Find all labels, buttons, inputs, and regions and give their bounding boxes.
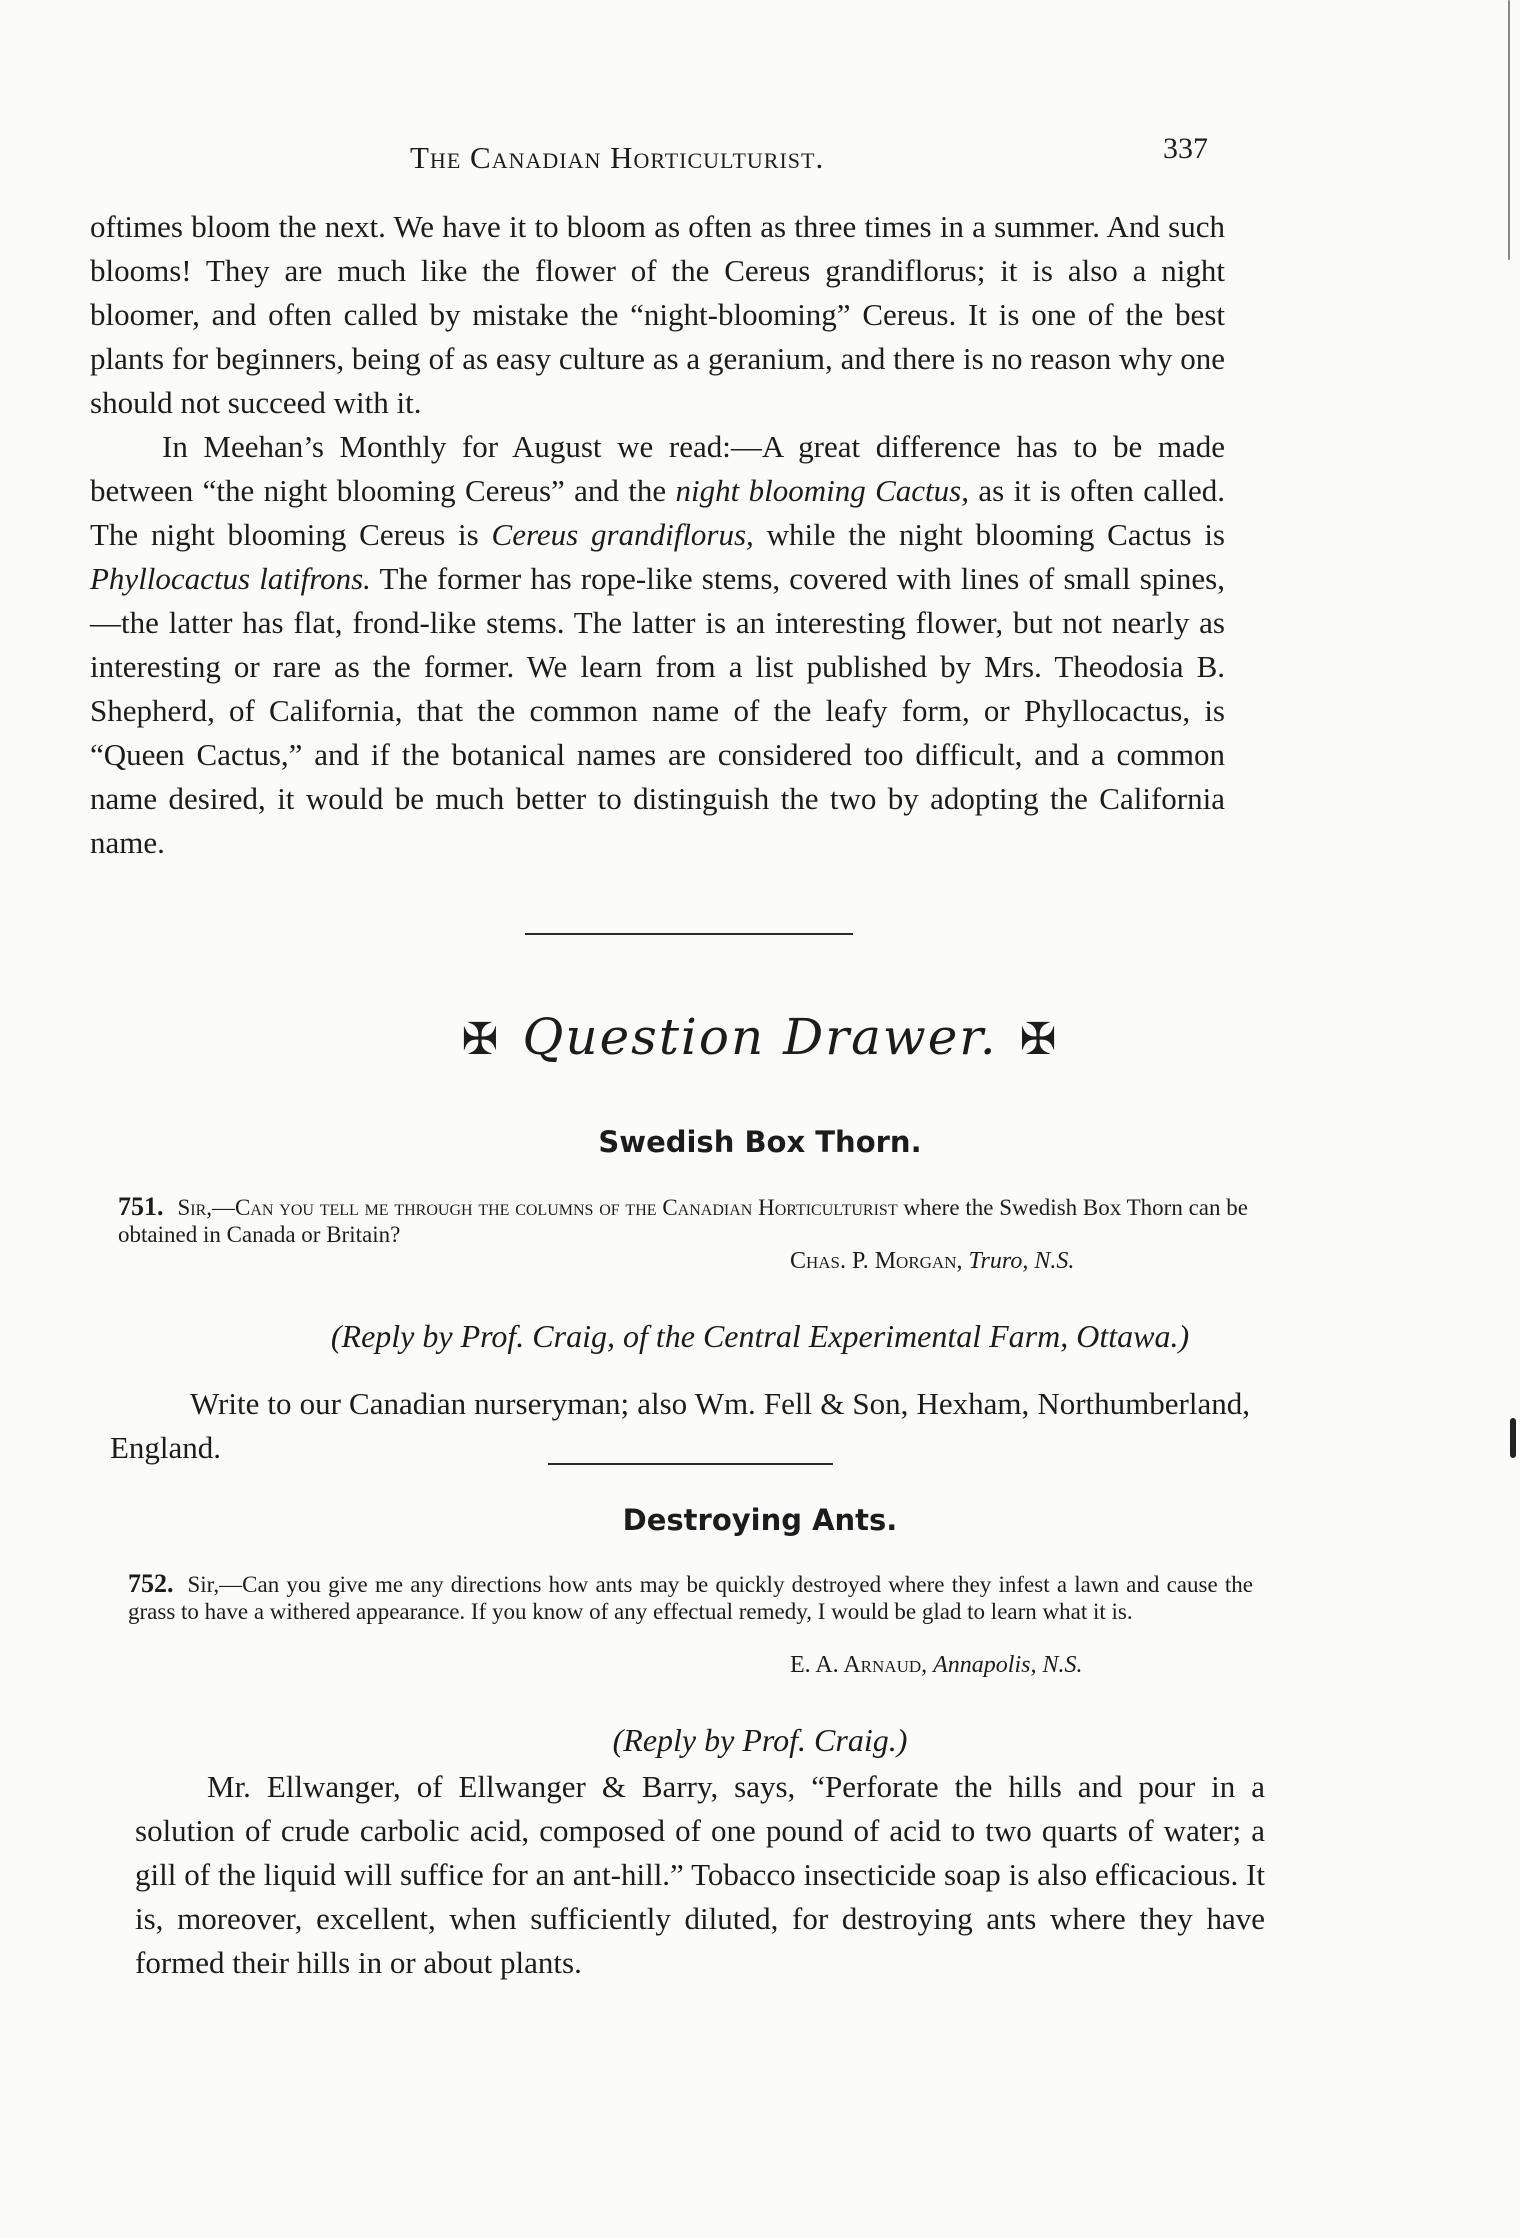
- reply-attribution: (Reply by Prof. Craig, of the Central Experimental Farm, Ottawa.): [330, 1318, 1190, 1354]
- question-heading: Destroying Ants.: [622, 1503, 898, 1537]
- question-text: [118, 1193, 1248, 1248]
- paragraph-2-text: as it is often called. The night blooming Cereus is: [90, 473, 1226, 552]
- question-heading: Swedish Box Thorn.: [598, 1125, 922, 1159]
- ornament-left-icon: ✠: [461, 1014, 501, 1065]
- question-body: where the Swedish Box Thorn can be obtained in Canada or Britain?: [118, 1195, 1248, 1247]
- question-body: Sir,—Can you give me any directions how ants may be quickly destroyed where they infest a lawn and cause the grass to have a withered appearance. If you know of any effectual remedy, I would be glad to learn what it is.: [128, 1572, 1253, 1624]
- question-number: 751.: [118, 1192, 164, 1221]
- paragraph-2: [90, 425, 1225, 865]
- item-divider: [548, 1463, 833, 1465]
- answer-paragraph: Mr. Ellwanger, of Ellwanger & Barry, says, “Perforate the hills and pour in a solution of crude carbolic acid, composed of one pound of acid to two quarts of water; a gill of the liquid will suffice for an ant-hill.” Tobacco insecticide soap is also efficacious. It is, moreover, excellent, when sufficiently diluted, for destroying ants where they have formed their hills in or about plants.: [135, 1769, 1265, 1980]
- paragraph-2-text: In Meehan’s Monthly for August we read:—A great difference has to be made between “the night blooming Cereus” and the: [90, 429, 1225, 508]
- question-text: [128, 1570, 1253, 1625]
- paragraph-1: oftimes bloom the next. We have it to bloom as often as three times in a summer. And such blooms! They are much like the flower of the Cereus grandiflorus; it is also a night bloomer, and often called by mistake the “night-blooming” Cereus. It is one of the best plants for beginners, being of as easy culture as a geranium, and there is no reason why one should not succeed with it.: [90, 209, 1225, 420]
- signer-place: Truro, N.S.: [968, 1248, 1075, 1274]
- section-divider: [525, 933, 853, 935]
- question-body: Sir,—Can you tell me through the columns of the: [177, 1195, 663, 1220]
- answer-text: [110, 1382, 1250, 1470]
- question-signature: [790, 1652, 1082, 1679]
- page-number: 337: [1163, 132, 1208, 165]
- paragraph-2-text: The former has rope-like stems, covered with lines of small spines,—the latter has flat, frond-like stems. The latter is an interesting flower, but not nearly as interesting or rare as the former. We learn from a list published by Mrs. Theodosia B. Shepherd, of California, that the common name of the leafy form, or Phyllocactus, is “Queen Cactus,” and if the botanical names are considered too difficult, and a common name desired, it would be much better to distinguish the two by adopting the California name.: [90, 561, 1225, 860]
- reply-attribution: (Reply by Prof. Craig.): [612, 1722, 908, 1758]
- running-title: The Canadian Horticulturist.: [410, 140, 825, 175]
- ornament-right-icon: ✠: [1019, 1014, 1059, 1065]
- question-number: 752.: [128, 1569, 174, 1598]
- paragraph-2-text: while the night blooming Cactus is: [753, 517, 1225, 552]
- question-signature: [790, 1248, 1074, 1275]
- signer-name: Chas. P. Morgan,: [790, 1248, 963, 1274]
- scan-edge-mark: [1510, 1418, 1516, 1458]
- signer-name: E. A. Arnaud,: [790, 1652, 928, 1678]
- paragraph-2-italic: Phyllocactus latifrons.: [90, 561, 371, 596]
- section-title: [0, 1008, 1520, 1066]
- section-title-text: Question Drawer.: [522, 1008, 998, 1066]
- question-journal-name: Canadian Horticulturist: [662, 1195, 898, 1220]
- paragraph-2-italic: Cereus grandiflorus,: [491, 517, 754, 552]
- article-text: [90, 205, 1225, 865]
- answer-paragraph: Write to our Canadian nurseryman; also Wm. Fell & Son, Hexham, Northumberland, England.: [110, 1386, 1250, 1465]
- signer-place: Annapolis, N.S.: [933, 1652, 1083, 1678]
- answer-text: [135, 1765, 1265, 1985]
- paragraph-2-italic: night blooming Cactus,: [675, 473, 969, 508]
- scan-edge-line: [1508, 0, 1510, 260]
